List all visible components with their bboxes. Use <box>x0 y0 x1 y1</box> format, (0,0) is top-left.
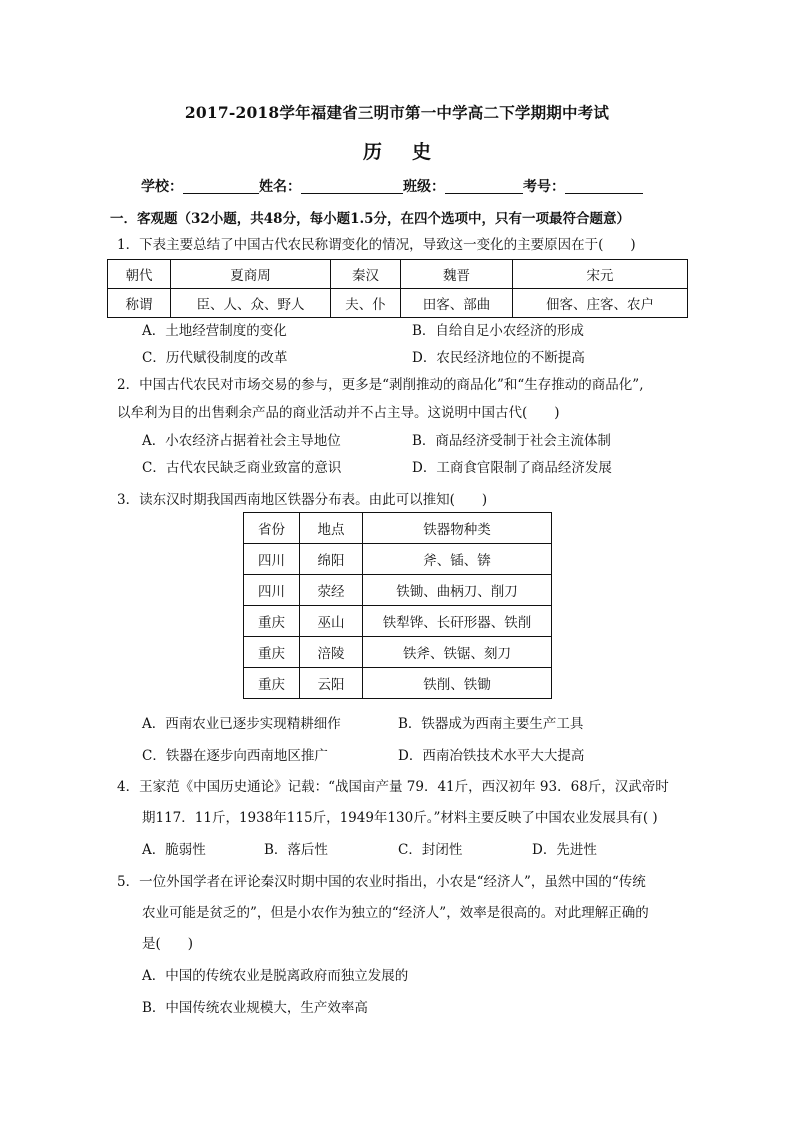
q1-stem: 1．下表主要总结了中国古代农民称谓变化的情况，导致这一变化的主要原因在于( ) <box>117 237 636 253</box>
table-row <box>244 544 552 575</box>
q2-option-a[interactable]: A．小农经济占据着社会主导地位 <box>142 433 341 449</box>
table-cell: 夫、仆 <box>331 289 401 318</box>
table-cell: 重庆 <box>244 637 300 668</box>
table-cell: 朝代 <box>108 260 171 289</box>
q4-option-c[interactable]: C．封闭性 <box>398 842 463 858</box>
q3-option-b[interactable]: B．铁器成为西南主要生产工具 <box>398 716 584 732</box>
q3-stem: 3．读东汉时期我国西南地区铁器分布表。由此可以推知( ) <box>117 492 488 508</box>
subject-char-2: 史 <box>412 141 432 163</box>
table-row <box>244 575 552 606</box>
table-cell: 四川 <box>244 575 300 606</box>
q2-stem-line-1: 2．中国古代农民对市场交易的参与，更多是“剥削推动的商品化”和“生存推动的商品化”, <box>117 377 644 393</box>
table-cell: 云阳 <box>300 668 363 699</box>
q1-option-b[interactable]: B．自给自足小农经济的形成 <box>412 323 584 339</box>
q1-option-c[interactable]: C．历代赋役制度的改革 <box>142 350 288 366</box>
q2-stem-line-2: 以牟利为目的出售剩余产品的商业活动并不占主导。这说明中国古代( ) <box>117 405 560 421</box>
table-cell: 铁犁铧、长矸形器、铁削 <box>363 606 552 637</box>
subject-char-1: 历 <box>362 141 382 163</box>
table-cell: 田客、部曲 <box>401 289 513 318</box>
table-cell: 魏晋 <box>401 260 513 289</box>
table-row <box>108 289 688 318</box>
q3-option-c[interactable]: C．铁器在逐步向西南地区推广 <box>142 748 328 764</box>
q3-option-d[interactable]: D．西南冶铁技术水平大大提高 <box>398 748 585 764</box>
table-row <box>244 668 552 699</box>
table-row <box>108 260 688 289</box>
table-cell: 巫山 <box>300 606 363 637</box>
class-label: 班级： <box>403 179 445 195</box>
q4-option-a[interactable]: A．脆弱性 <box>142 842 206 858</box>
q4-stem-line-1: 4．王家范《中国历史通论》记载：“战国亩产量 79．41斤，西汉初年 93．68斤，汉武帝时 <box>117 779 669 795</box>
table-cell: 称谓 <box>108 289 171 318</box>
table-cell: 夏商周 <box>171 260 331 289</box>
name-label: 姓名： <box>259 179 301 195</box>
table-cell: 铁削、铁锄 <box>363 668 552 699</box>
section-heading: 一．客观题（32小题，共48分，每小题1.5分，在四个选项中，只有一项最符合题意） <box>110 211 631 227</box>
table-row <box>244 606 552 637</box>
student-info-line <box>141 176 643 196</box>
table-cell: 铁斧、铁锯、刻刀 <box>363 637 552 668</box>
q4-option-b[interactable]: B．落后性 <box>264 842 328 858</box>
q2-option-b[interactable]: B．商品经济受制于社会主流体制 <box>412 433 611 449</box>
q2-option-d[interactable]: D．工商食官限制了商品经济发展 <box>412 460 612 476</box>
q5-option-b[interactable]: B．中国传统农业规模大，生产效率高 <box>142 1000 368 1016</box>
table-cell: 重庆 <box>244 606 300 637</box>
table-cell: 省份 <box>244 513 300 544</box>
exam-title: 2017-2018学年福建省三明市第一中学高二下学期期中考试 <box>184 103 610 122</box>
table-cell: 重庆 <box>244 668 300 699</box>
q2-option-c[interactable]: C．古代农民缺乏商业致富的意识 <box>142 460 342 476</box>
table-cell: 臣、人、众、野人 <box>171 289 331 318</box>
school-label: 学校： <box>141 179 183 195</box>
table-row <box>244 513 552 544</box>
table-cell: 铁锄、曲柄刀、削刀 <box>363 575 552 606</box>
table-cell: 地点 <box>300 513 363 544</box>
table-cell: 涪陵 <box>300 637 363 668</box>
q3-table <box>243 512 552 699</box>
table-cell: 荥经 <box>300 575 363 606</box>
table-cell: 铁器物种类 <box>363 513 552 544</box>
q5-stem-line-1: 5．一位外国学者在评论秦汉时期中国的农业时指出，小农是“经济人”，虽然中国的“传统 <box>117 874 646 890</box>
table-cell: 斧、锸、锛 <box>363 544 552 575</box>
q1-table <box>107 259 688 318</box>
name-blank[interactable] <box>301 179 403 194</box>
school-blank[interactable] <box>183 179 259 194</box>
q4-stem-line-2: 期117．11斤，1938年115斤，1949年130斤。”材料主要反映了中国农业发展具有( ) <box>142 810 658 826</box>
table-cell: 绵阳 <box>300 544 363 575</box>
subject-heading <box>0 137 794 164</box>
q3-option-a[interactable]: A．西南农业已逐步实现精耕细作 <box>142 716 341 732</box>
table-cell: 佃客、庄客、农户 <box>513 289 688 318</box>
q1-option-d[interactable]: D．农民经济地位的不断提高 <box>412 350 585 366</box>
q1-option-a[interactable]: A．土地经营制度的变化 <box>142 323 287 339</box>
q5-option-a[interactable]: A．中国的传统农业是脱离政府而独立发展的 <box>142 968 409 984</box>
q5-stem-line-3: 是( ) <box>142 936 194 952</box>
exam-no-blank[interactable] <box>565 179 643 194</box>
exam-no-label: 考号： <box>523 179 565 195</box>
table-cell: 宋元 <box>513 260 688 289</box>
class-blank[interactable] <box>445 179 523 194</box>
q4-option-d[interactable]: D．先进性 <box>532 842 597 858</box>
q5-stem-line-2: 农业可能是贫乏的”，但是小农作为独立的“经济人”，效率是很高的。对此理解正确的 <box>142 905 649 921</box>
table-cell: 四川 <box>244 544 300 575</box>
table-cell: 秦汉 <box>331 260 401 289</box>
table-row <box>244 637 552 668</box>
